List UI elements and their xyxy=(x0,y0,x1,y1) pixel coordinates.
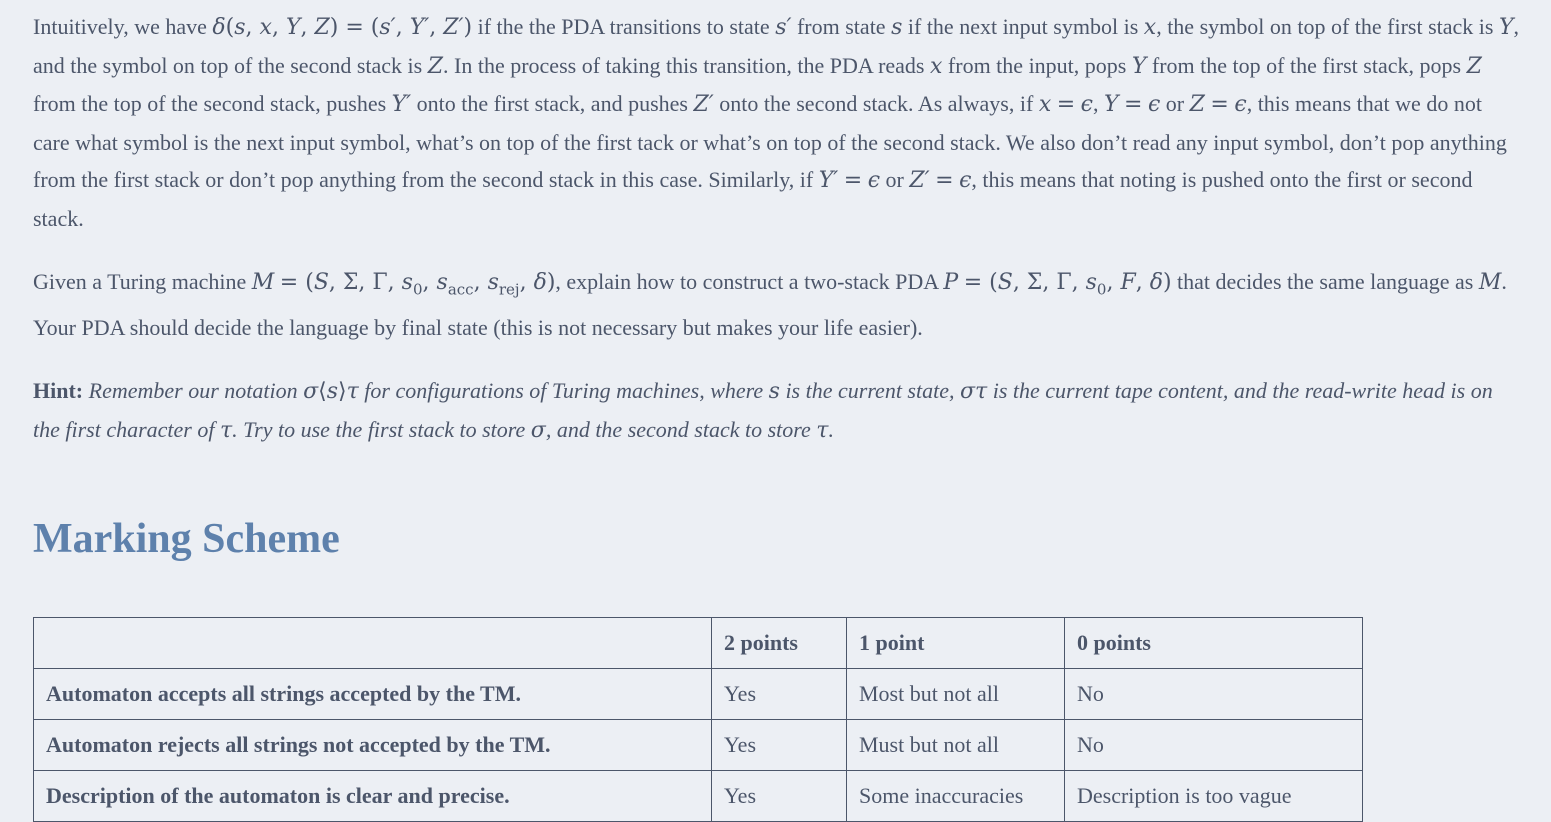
table-header-cell: 0 points xyxy=(1065,618,1363,669)
table-cell: Yes xyxy=(712,669,847,720)
table-header-cell xyxy=(34,618,712,669)
paragraph-transition-intuition: Intuitively, we have δ(s, x, Y, Z) = (s′, Y′, Z′) if the the PDA transitions to state s′ from state s if the next input symbol is x, the symbol on top of the first stack is Y, and the symbol on top of the second stack is Z. In the process of taking this transition, the PDA reads x from the input, pops Y from the top of the first stack, pops Z from the top of the second stack, pushes Y′ onto the first stack, and pushes Z′ onto the second stack. As always, if x = ϵ, Y = ϵ or Z = ϵ, this means that we do not care what symbol is the next input symbol, what’s on top of the first tack or what’s on top of the second stack. We also don’t read any input symbol, don’t pop anything from the first stack or don’t pop anything from the second stack in this case. Similarly, if Y′ = ϵ or Z′ = ϵ, this means that noting is pushed onto the first or second stack. xyxy=(33,14,1520,231)
criterion-cell: Automaton rejects all strings not accepted by the TM. xyxy=(34,720,712,771)
hint-text: Remember our notation σ⟨s⟩τ for configurations of Turing machines, where s is the current state, στ is the current tape content, and the read-write head is on the first character of τ. Try to use the first stack to store σ, and the second stack to store τ. xyxy=(33,378,1493,443)
table-cell: Description is too vague xyxy=(1065,771,1363,822)
table-row xyxy=(34,771,1363,822)
criterion-cell: Description of the automaton is clear and precise. xyxy=(34,771,712,822)
criterion-cell: Automaton accepts all strings accepted by the TM. xyxy=(34,669,712,720)
table-cell: Yes xyxy=(712,771,847,822)
paragraph-question: Given a Turing machine M = (S, Σ, Γ, $s_0$, $s_{acc}$, $s_{rej}$, δ), explain how to construct a two-stack PDA P = (S, Σ, Γ, $s_0$, F, δ) that decides the same language as M. Your PDA should decide the language by final state (this is not necessary but makes your life easier). xyxy=(33,269,1507,340)
table-row xyxy=(34,720,1363,771)
table-cell: No xyxy=(1065,720,1363,771)
hint-paragraph xyxy=(33,372,1523,449)
marking-scheme-heading: Marking Scheme xyxy=(33,516,340,563)
table-cell: Yes xyxy=(712,720,847,771)
table-row xyxy=(34,669,1363,720)
table-header-cell: 2 points xyxy=(712,618,847,669)
table-cell: Must but not all xyxy=(847,720,1065,771)
table-header-row xyxy=(34,618,1363,669)
table-header-cell: 1 point xyxy=(847,618,1065,669)
table-cell: Most but not all xyxy=(847,669,1065,720)
marking-scheme-table xyxy=(33,617,1363,822)
table-cell: No xyxy=(1065,669,1363,720)
table-cell: Some inaccuracies xyxy=(847,771,1065,822)
hint-label: Hint: xyxy=(33,378,84,404)
